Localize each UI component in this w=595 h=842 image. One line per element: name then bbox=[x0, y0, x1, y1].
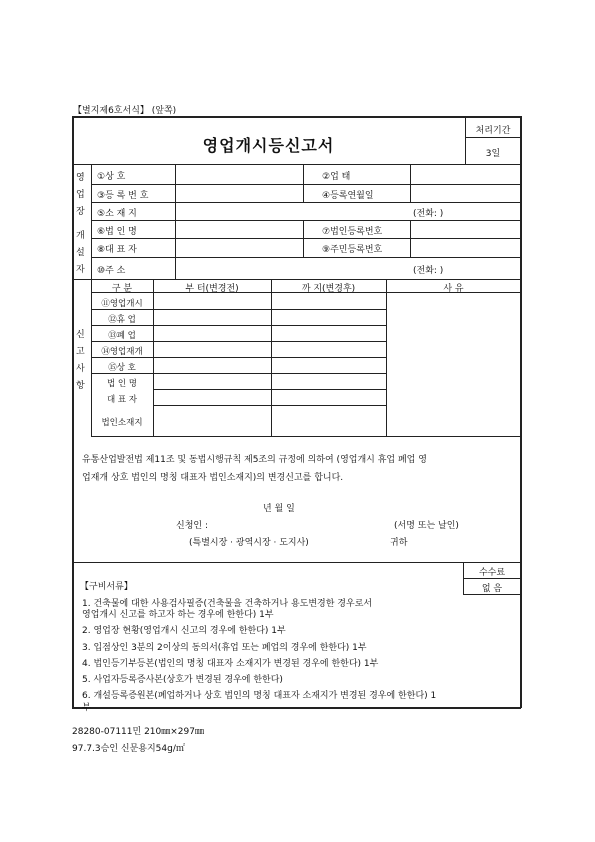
item-business-start: ⑪영업개시 bbox=[101, 299, 143, 309]
processing-period-label: 처리기간 bbox=[475, 126, 511, 136]
group-label-char: 고 bbox=[76, 347, 85, 357]
form-number: 【별지제6호서식】 (앞쪽) bbox=[73, 106, 177, 116]
item-representative: 대 표 자 bbox=[106, 395, 138, 405]
group-label-char: 자 bbox=[76, 265, 85, 275]
frame-top bbox=[72, 116, 521, 118]
document-item: 부 bbox=[82, 703, 91, 713]
header-reason: 사 유 bbox=[443, 284, 464, 294]
frame-right bbox=[520, 116, 522, 708]
document-item: 3. 입점상인 3분의 2이상의 동의서(휴업 또는 폐업의 경우에 한한다) 1부 bbox=[82, 643, 367, 653]
fee-value: 없 음 bbox=[481, 584, 503, 594]
registration-number-label: ③등 록 번 호 bbox=[97, 191, 149, 201]
item-trade-name: ⑮상 호 bbox=[108, 363, 136, 373]
group-label-char: 개 bbox=[76, 231, 85, 241]
processing-period-value: 3일 bbox=[485, 149, 501, 159]
group-label-char: 항 bbox=[76, 381, 85, 391]
statement-line-1: 유통산업발전법 제11조 및 동법시행규칙 제5조의 규정에 의하여 (영업개시 휴업 폐업 영 bbox=[82, 455, 427, 465]
representative-label: ⑧대 표 자 bbox=[97, 245, 137, 255]
location-phone: (전화: ) bbox=[413, 209, 444, 219]
header-from: 부 터(변경전) bbox=[185, 284, 239, 294]
business-name-label: ①상 호 bbox=[97, 172, 126, 182]
header-type: 구 분 bbox=[111, 284, 133, 294]
fee-label: 수수료 bbox=[478, 568, 506, 578]
item-corporation-name: 법 인 명 bbox=[106, 379, 138, 389]
group-label-char: 업 bbox=[76, 190, 85, 200]
frame-bottom bbox=[72, 707, 521, 709]
applicant-label: 신청인 : bbox=[176, 521, 208, 531]
group-label-char: 사 bbox=[76, 364, 85, 374]
frame-left bbox=[72, 116, 74, 708]
item-resumption: ⑭영업재개 bbox=[101, 347, 143, 357]
corporation-reg-number-label: ⑦법인등록번호 bbox=[322, 227, 383, 237]
statement-line-2: 업재개 상호 법인의 명칭 대표자 법인소재지)의 변경신고를 합니다. bbox=[82, 473, 344, 483]
group-label-char: 영 bbox=[76, 173, 85, 183]
location-label: ⑤소 재 지 bbox=[97, 209, 137, 219]
header-to: 까 지(변경후) bbox=[301, 284, 356, 294]
honorific: 귀하 bbox=[390, 538, 408, 548]
document-item: 1. 건축물에 대한 사용검사필증(건축물을 건축하거나 용도변경한 경우로서 bbox=[82, 599, 373, 609]
business-type-label: ②업 태 bbox=[322, 172, 351, 182]
corporation-name-label: ⑥법 인 명 bbox=[97, 227, 137, 237]
group-label-char: 장 bbox=[76, 207, 85, 217]
document-item: 영업개시 신고를 하고자 하는 경우에 한한다) 1부 bbox=[82, 610, 274, 620]
document-item: 5. 사업자등록증사본(상호가 변경된 경우에 한한다) bbox=[82, 675, 283, 685]
footer-form-code: 28280-07111민 210㎜×297㎜ bbox=[72, 727, 204, 737]
group-label-char: 신 bbox=[76, 330, 85, 340]
resident-reg-number-label: ⑨주민등록번호 bbox=[322, 245, 383, 255]
signature-label: (서명 또는 날인) bbox=[394, 521, 459, 531]
recipient: (특별시장 · 광역시장 · 도지사) bbox=[189, 538, 309, 548]
documents-title: 【구비서류】 bbox=[80, 582, 133, 592]
registration-date-label: ④등록연월일 bbox=[322, 191, 374, 201]
document-item: 6. 개설등록증원본(폐업하거나 상호 법인의 명칭 대표자 소재지가 변경된 경우에 한한다) 1 bbox=[82, 691, 437, 701]
item-closure: ⑬폐 업 bbox=[108, 331, 136, 341]
document-item: 2. 영업장 현황(영업개시 신고의 경우에 한한다) 1부 bbox=[82, 626, 286, 636]
document-item: 4. 법인등기부등본(법인의 명칭 대표자 소재지가 변경된 경우에 한한다) 1부 bbox=[82, 659, 379, 669]
group-label-char: 설 bbox=[76, 248, 85, 258]
address-label: ⑩주 소 bbox=[97, 266, 126, 276]
page-title: 영업개시등신고서 bbox=[202, 136, 335, 155]
item-suspension: ⑫휴 업 bbox=[108, 315, 136, 325]
date-line: 년 월 일 bbox=[263, 504, 295, 514]
footer-approval: 97.7.3승인 신문용지54g/㎡ bbox=[72, 744, 185, 754]
address-phone: (전화: ) bbox=[413, 266, 444, 276]
item-corporation-location: 법인소재지 bbox=[101, 418, 143, 428]
